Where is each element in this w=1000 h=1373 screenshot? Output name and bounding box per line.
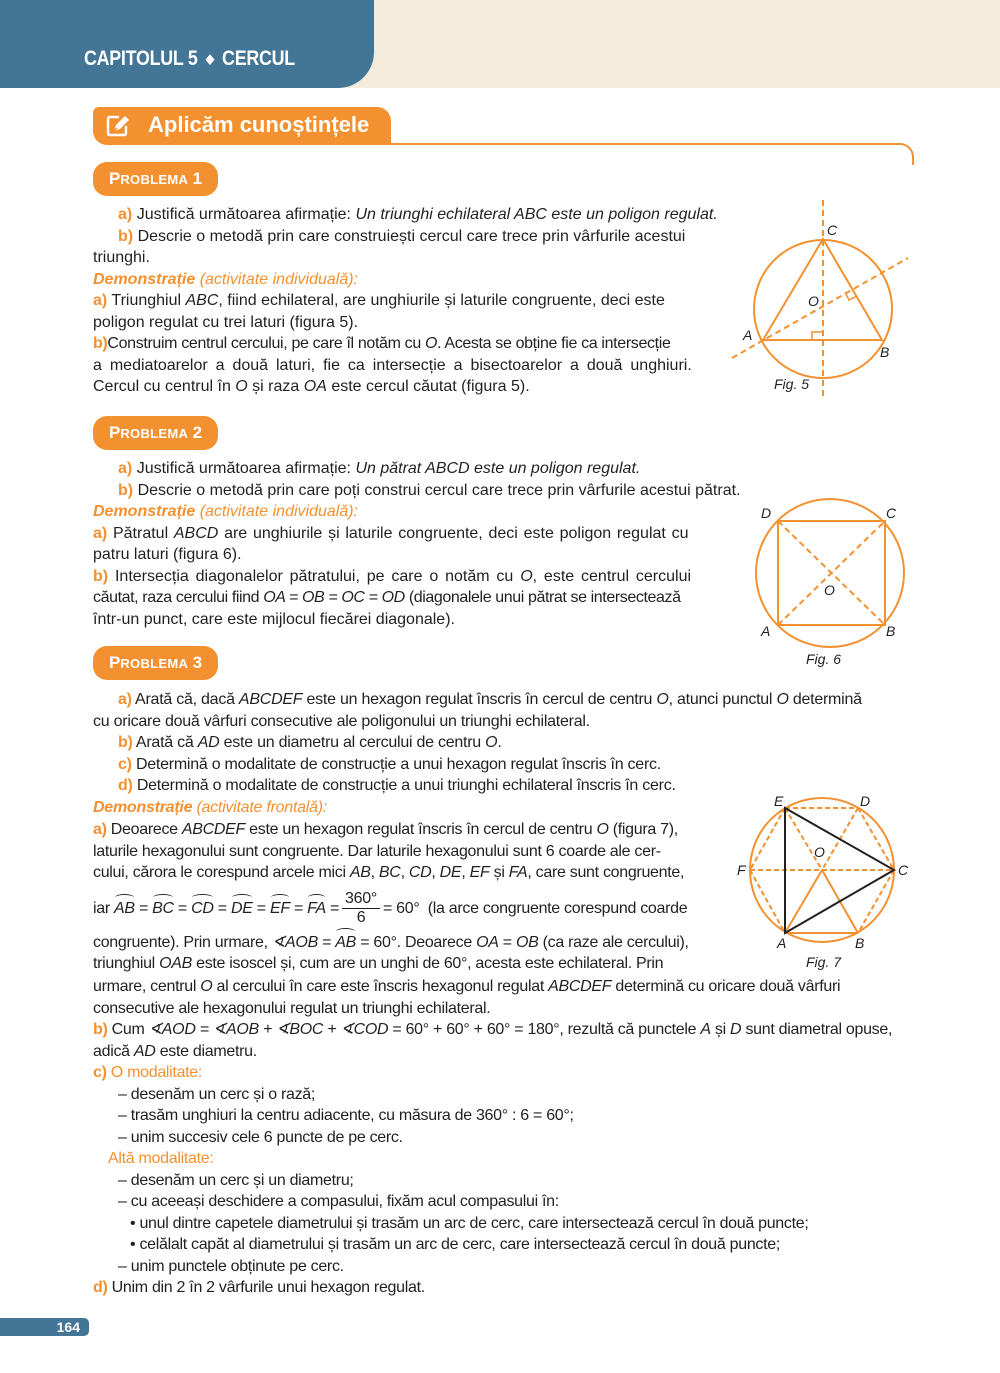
solution-italic: AB	[349, 864, 371, 881]
figure-caption: Fig. 6	[806, 651, 842, 667]
method-label: Altă modalitate:	[108, 1150, 214, 1167]
arc-ab: AB	[335, 932, 356, 954]
vertex-label: B	[886, 623, 896, 639]
section-divider	[380, 143, 900, 145]
center-label: O	[824, 582, 835, 598]
solution-italic: O	[596, 821, 609, 838]
badge-label: ROBLEMA	[120, 425, 189, 441]
section-divider-corner	[888, 143, 914, 165]
statement-italic: ABCDEF	[238, 691, 303, 708]
demo-mode: (activitate individuală):	[199, 503, 358, 520]
solution-italic: EF	[469, 864, 490, 881]
item-marker: c)	[93, 1064, 107, 1081]
solution-text: și	[710, 1021, 731, 1038]
section-title: Aplicăm cunoștințele	[148, 112, 370, 137]
solution-italic: ∢AOB	[271, 933, 318, 951]
solution-text: ,	[370, 864, 379, 881]
solution-italic: O	[520, 567, 533, 585]
item-marker: b)	[118, 734, 133, 751]
solution-italic: CD	[408, 864, 432, 881]
solution-text: este diametru.	[155, 1042, 257, 1060]
figure-caption: Fig. 7	[806, 954, 842, 970]
solution-text: (diagonalele unui pătrat se intersectează	[404, 589, 681, 606]
solution-italic: AD	[133, 1042, 156, 1060]
vertex-label: A	[777, 935, 787, 951]
arc-equation: iar AB = BC = CD = DE = EF = FA = $\frac{360^\circ}{6}$ = 60° (la arce congruente corespund coarde	[93, 890, 688, 926]
solution-text: este isoscel și, cum are un unghi de 60°, acesta este echilateral. Prin	[191, 955, 664, 972]
solution-text: Deoarece	[110, 821, 182, 838]
arc-bc: BC	[152, 898, 174, 920]
right-angle-mark	[812, 332, 823, 340]
statement-text: triunghi.	[93, 249, 150, 266]
statement-text: este un diametru al cercului de centru	[219, 734, 486, 751]
solution-italic: OA = OB = OC = OD	[263, 589, 405, 606]
statement-text: Arată că, dacă	[135, 691, 239, 708]
item-marker: a)	[118, 460, 133, 477]
method-step: – desenăm un cerc și un diametru;	[118, 1171, 354, 1189]
chapter-tab	[0, 0, 374, 88]
equation-text: iar	[93, 899, 110, 917]
badge-label: ROBLEMA	[120, 655, 189, 671]
solution-italic: D	[730, 1021, 742, 1038]
statement-text: Justifică următoarea afirmație:	[136, 460, 356, 477]
vertex-label: B	[855, 935, 865, 951]
arc-de: DE	[231, 898, 253, 920]
chapter-number: CAPITOLUL 5	[84, 47, 198, 70]
solution-text: , este centrul cercului	[532, 567, 692, 585]
hexagon-side-fa	[750, 870, 785, 933]
solution-italic: FA	[508, 864, 528, 881]
statement-text: Justifică următoarea afirmație:	[136, 206, 356, 223]
solution-text: este un hexagon regulat înscris în cercul de centru	[245, 821, 597, 838]
badge-number: 3	[192, 653, 203, 672]
solution-italic: O	[424, 335, 438, 352]
statement-text: Determină o modalitate de construcție a unui triunghi echilateral înscris în cerc.	[136, 777, 676, 794]
solution-text: Pătratul	[112, 524, 174, 542]
solution-text: și	[489, 864, 509, 881]
item-marker: b)	[93, 567, 109, 585]
statement-text: Arată că	[135, 734, 198, 751]
equation-text: (la arce congruente corespund coarde	[427, 899, 688, 917]
arc-ab: AB	[114, 898, 135, 920]
solution-text: adică	[93, 1042, 134, 1060]
statement-italic: Un triunghi echilateral ABC este un poligon regulat.	[355, 206, 718, 223]
perpendicular-bisector	[732, 258, 908, 358]
badge-initial: P	[109, 653, 121, 672]
statement-italic: O	[656, 691, 669, 708]
badge-number: 2	[192, 423, 203, 442]
solution-text: a mediatoarelor a două laturi, fie ca intersecție a bisectoarelor a două unghiuri.	[93, 356, 692, 374]
solution-text: este cercul căutat (figura 5).	[326, 378, 530, 395]
vertex-label: D	[860, 793, 871, 809]
solution-italic: OA	[476, 933, 499, 951]
figure-7	[730, 793, 920, 978]
solution-text: (figura 7),	[608, 821, 678, 838]
solution-text: = 60° + 60° + 60° = 180°, rezultă că punctele	[388, 1021, 701, 1038]
statement-italic: O	[776, 691, 789, 708]
badge-label: ROBLEMA	[120, 171, 189, 187]
demo-label: Demonstrație	[93, 270, 196, 288]
solution-text: și raza	[247, 378, 304, 395]
solution-text: consecutive ale hexagonului regulat un triunghi echilateral.	[93, 999, 491, 1017]
item-marker: b)	[118, 227, 134, 245]
solution-text: ,	[461, 864, 470, 881]
problem-3-solution-rest	[93, 976, 913, 1299]
solution-text: = 60°. Deoarece	[356, 933, 477, 951]
solution-italic: BC	[378, 864, 401, 881]
chapter-topic: CERCUL	[222, 47, 295, 70]
fraction-denominator: 6	[356, 909, 366, 926]
item-marker: d)	[118, 777, 133, 794]
solution-text: determină cu oricare două vârfuri	[611, 978, 841, 995]
solution-text: Intersecția diagonalelor pătratului, pe care o notăm cu	[114, 567, 521, 585]
badge-number: 1	[192, 169, 203, 188]
solution-text: Unim din 2 în 2 vârfurile unui hexagon regulat.	[111, 1279, 425, 1296]
figure-6	[748, 493, 918, 673]
item-marker: a)	[118, 206, 133, 223]
solution-text: Triunghiul	[111, 292, 186, 309]
center-label: O	[814, 844, 825, 860]
statement-text: Descrie o metodă prin care poți construi cercul care trece prin vârfurile acestui pătrat.	[137, 481, 741, 499]
demo-mode: (activitate individuală):	[199, 270, 358, 288]
solution-text: cului, cărora le corespund arcele mici	[93, 864, 350, 881]
problem-1-badge	[93, 162, 218, 196]
item-marker: a)	[93, 821, 107, 838]
statement-text: Determină o modalitate de construcție a unui hexagon regulat înscris în cerc.	[135, 755, 661, 773]
method-step: – unim succesiv cele 6 puncte de pe cerc.	[118, 1128, 403, 1146]
pen-edit-icon	[105, 114, 131, 138]
radius-oa	[785, 870, 822, 933]
vertex-label: A	[743, 327, 753, 343]
solution-text: al cercului în care este înscris hexagonul regulat	[212, 978, 549, 995]
center-label: O	[808, 293, 819, 309]
solution-text: patru laturi (figura 6).	[93, 546, 242, 563]
vertex-label: C	[886, 505, 897, 521]
demo-label: Demonstrație	[93, 503, 196, 520]
statement-text: , atunci punctul	[668, 691, 777, 708]
arc-cd: CD	[191, 898, 214, 920]
problem-1-body	[93, 204, 723, 398]
solution-text: Cum	[111, 1021, 149, 1038]
vertex-label: C	[827, 222, 838, 238]
solution-text: sunt diametral opuse,	[741, 1021, 893, 1038]
figure-5	[730, 200, 920, 400]
chapter-title	[84, 47, 295, 71]
solution-text: =	[498, 933, 516, 951]
solution-text: are unghiurile și laturile congruente, deci este poligon regulat cu	[218, 524, 689, 542]
item-marker: a)	[93, 524, 108, 542]
arc-ef: EF	[270, 898, 290, 920]
hexagon-side-ef	[750, 808, 785, 870]
method-bullet: • unul dintre capetele diametrului și trasăm un arc de cerc, care intersectează cercul în două puncte;	[130, 1214, 809, 1232]
solution-text: triunghiul	[93, 955, 160, 972]
equation-result: = 60°	[382, 899, 420, 917]
statement-text: este un hexagon regulat înscris în cercul de centru	[302, 691, 657, 708]
item-marker: a)	[93, 292, 108, 309]
demo-mode: (activitate frontală):	[196, 798, 328, 816]
solution-text: ,	[400, 864, 409, 881]
solution-text: =	[317, 933, 336, 951]
solution-text: ,	[431, 864, 440, 881]
statement-text: cu oricare două vârfuri consecutive ale poligonului un triunghi echilateral.	[93, 712, 590, 730]
radius-oe	[785, 808, 822, 870]
page-number: 164	[0, 1318, 89, 1336]
statement-italic: Un pătrat ABCD este un poligon regulat.	[355, 460, 641, 477]
statement-italic: AD	[197, 734, 220, 751]
method-step: – desenăm un cerc și o rază;	[118, 1085, 316, 1103]
section-header	[93, 107, 391, 145]
solution-italic: ∢AOD = ∢AOB + ∢BOC + ∢COD	[148, 1021, 389, 1038]
item-marker: b)	[93, 1021, 108, 1038]
solution-italic: O	[200, 978, 213, 995]
solution-italic: ABCD	[173, 524, 219, 542]
solution-text: , care sunt congruente,	[527, 864, 685, 881]
method-step: – trasăm unghiuri la centru adiacente, cu măsura de 360° : 6 = 60°;	[118, 1107, 574, 1124]
vertex-label: B	[880, 344, 890, 360]
method-step: – cu aceeași deschidere a compasului, fixăm acul compasului în:	[118, 1193, 559, 1210]
method-bullet: • celălalt capăt al diametrului și trasăm un arc de cerc, care intersectează cercul în două puncte;	[130, 1236, 781, 1253]
solution-italic: OB	[515, 933, 539, 951]
demo-label: Demonstrație	[93, 798, 193, 816]
problem-3-solution-a	[93, 819, 723, 975]
badge-initial: P	[109, 423, 121, 442]
item-marker: d)	[93, 1279, 108, 1296]
solution-italic: DE	[439, 864, 462, 881]
method-step: – unim punctele obținute pe cerc.	[118, 1257, 344, 1275]
problem-2-badge	[93, 416, 218, 450]
statement-italic: O	[485, 734, 498, 751]
badge-initial: P	[109, 169, 121, 188]
vertex-label: D	[761, 505, 772, 521]
item-marker: a)	[118, 691, 132, 708]
problem-2-body	[93, 458, 793, 630]
solution-text: Cercul cu centrul în	[93, 378, 236, 395]
solution-text: (ca raze ale cercului),	[538, 933, 689, 951]
solution-italic: OA	[303, 378, 327, 395]
arc-fa: FA	[307, 898, 326, 920]
statement-text: .	[497, 734, 502, 751]
fraction	[342, 890, 380, 927]
solution-italic: ABCDEF	[181, 821, 246, 838]
solution-text: , fiind echilateral, are unghiurile și laturile congruente, deci este	[218, 292, 665, 309]
vertex-label: E	[774, 793, 784, 809]
solution-text: poligon regulat cu trei laturi (figura 5).	[93, 313, 359, 331]
solution-text: congruente). Prin urmare,	[93, 933, 272, 951]
item-marker: b)	[118, 481, 134, 499]
solution-italic: ABC	[185, 292, 219, 309]
statement-text: determină	[788, 691, 862, 708]
vertex-label: C	[898, 862, 909, 878]
solution-italic: O	[235, 378, 248, 395]
solution-text: căutat, raza cercului fiind	[93, 589, 264, 606]
solution-italic: A	[700, 1021, 711, 1038]
item-marker: c)	[118, 755, 132, 773]
solution-text: laturile hexagonului sunt congruente. Dar laturile hexagonului sunt 6 coarde ale cer-	[93, 842, 661, 860]
problem-3-badge	[93, 646, 218, 680]
figure-caption: Fig. 5	[774, 376, 810, 392]
solution-text: urmare, centrul	[93, 978, 201, 995]
vertex-label: F	[737, 862, 746, 878]
solution-text: . Acesta se obține fie ca intersecție	[437, 335, 671, 352]
solution-italic: ABCDEF	[548, 978, 612, 995]
statement-text: Descrie o metodă prin care construiești cercul care trece prin vârfurile acestui	[137, 227, 686, 245]
solution-italic: OAB	[159, 955, 192, 972]
solution-text: Construim centrul cercului, pe care îl notăm cu	[107, 335, 425, 352]
diamond-separator-icon: ◆	[205, 51, 214, 66]
fraction-numerator: 360°	[342, 890, 380, 909]
item-marker: b)	[93, 335, 108, 352]
method-label: O modalitate:	[110, 1064, 203, 1081]
solution-text: într-un punct, care este mijlocul fiecărei diagonale).	[93, 610, 455, 628]
vertex-label: A	[761, 623, 771, 639]
